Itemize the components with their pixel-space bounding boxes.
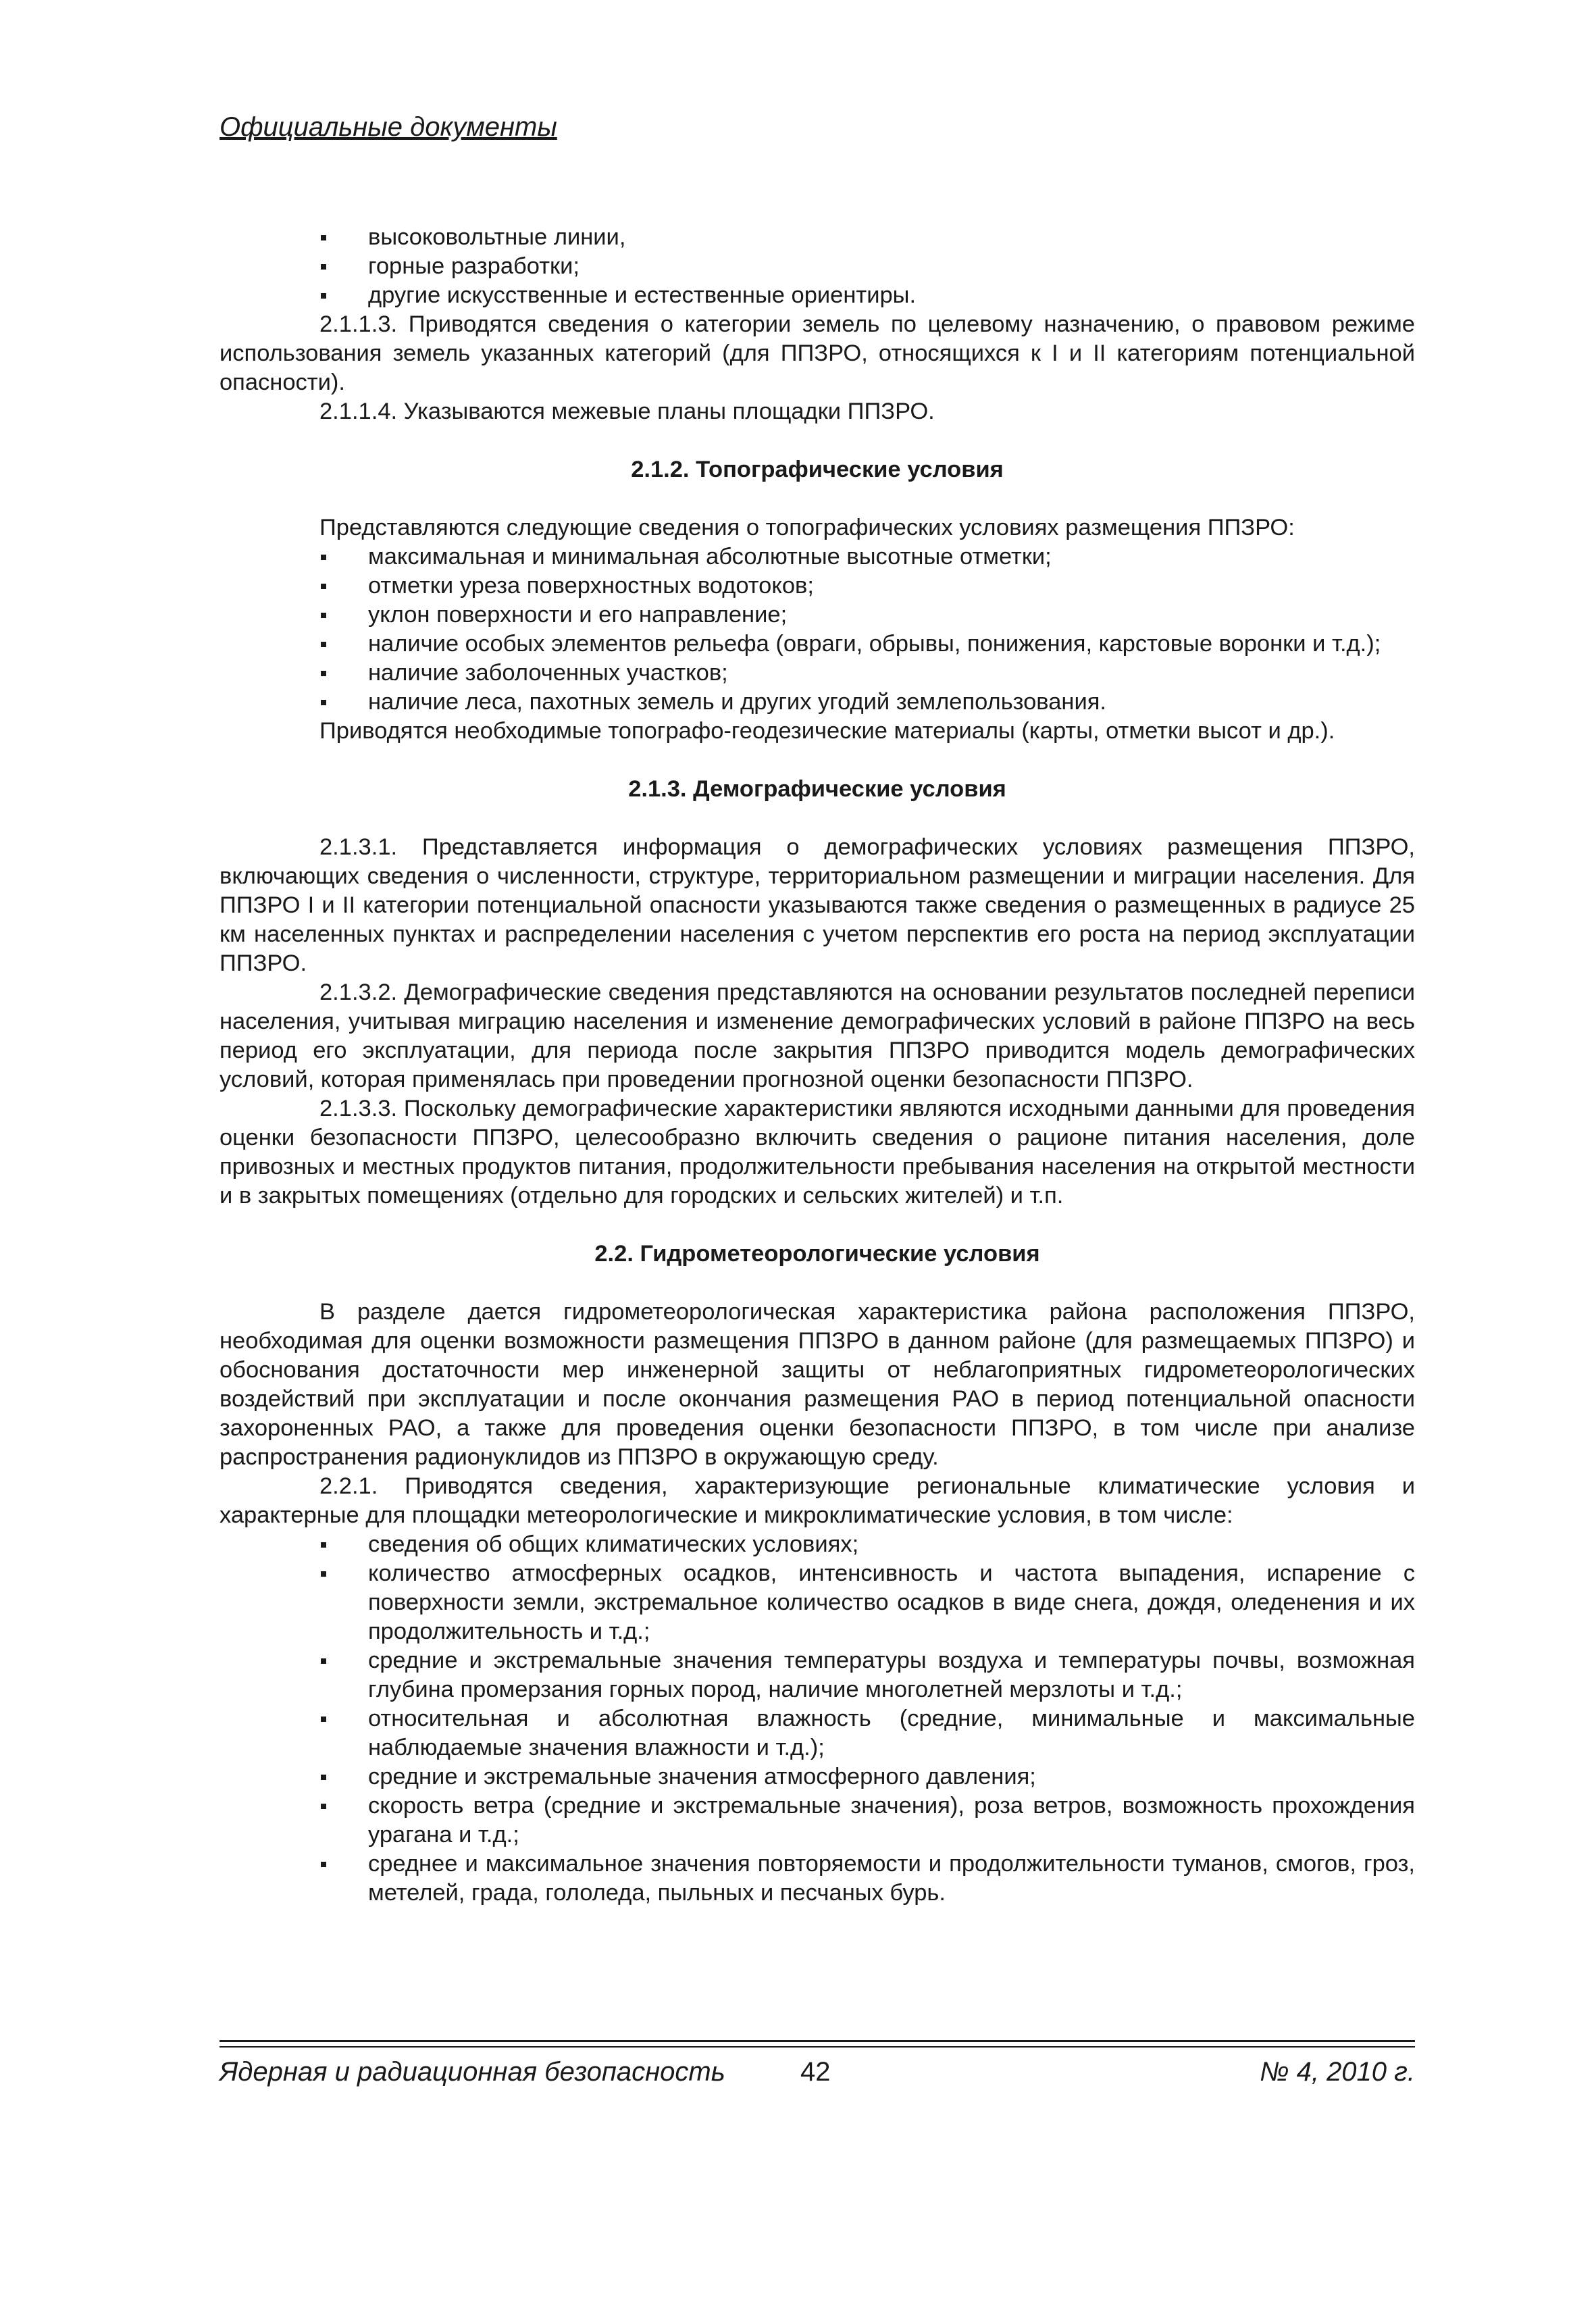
list-item: высоковольтные линии, bbox=[220, 223, 1415, 252]
bullet-list bbox=[220, 542, 1415, 717]
list-item: уклон поверхности и его направление; bbox=[220, 601, 1415, 630]
paragraph: 2.1.1.4. Указываются межевые планы площадки ППЗРО. bbox=[319, 399, 935, 424]
list-item: наличие леса, пахотных земель и других угодий землепользования. bbox=[220, 688, 1415, 717]
list-item: относительная и абсолютная влажность (средние, минимальные и максимальные наблюдаемые значения влажности и т.д.); bbox=[220, 1704, 1415, 1762]
list-item: максимальная и минимальная абсолютные высотные отметки; bbox=[220, 542, 1415, 571]
running-header: Официальные документы bbox=[220, 112, 557, 142]
bullet-list bbox=[220, 1530, 1415, 1908]
bullet-list bbox=[220, 223, 1415, 310]
list-item: наличие особых элементов рельефа (овраги, обрывы, понижения, карстовые воронки и т.д.); bbox=[220, 630, 1415, 659]
list-item: сведения об общих климатических условиях; bbox=[220, 1530, 1415, 1559]
section-heading: 2.1.2. Топографические условия bbox=[631, 457, 1004, 482]
paragraph: 2.1.1.3. Приводятся сведения о категории земель по целевому назначению, о правовом режиме использования земель указанных категорий (для ППЗРО, относящихся к I и II категориям потенциальной опасности). bbox=[220, 311, 1415, 395]
list-item: скорость ветра (средние и экстремальные значения), роза ветров, возможность прохождения урагана и т.д.; bbox=[220, 1791, 1415, 1850]
paragraph: 2.2.1. Приводятся сведения, характеризующие региональные климатические условия и характерные для площадки метеорологические и микроклиматические условия, в том числе: bbox=[220, 1473, 1415, 1528]
list-item: средние и экстремальные значения температуры воздуха и температуры почвы, возможная глубина промерзания горных пород, наличие многолетней мерзлоты и т.д.; bbox=[220, 1646, 1415, 1704]
section-heading: 2.1.3. Демографические условия bbox=[628, 776, 1006, 802]
footer-issue: № 4, 2010 г. bbox=[1260, 2057, 1415, 2087]
list-item: горные разработки; bbox=[220, 252, 1415, 281]
paragraph: 2.1.3.3. Поскольку демографические характеристики являются исходными данными для проведения оценки безопасности ППЗРО, целесообразно включить сведения о рационе питания населения, доле привозных и местных продуктов питания, продолжительности пребывания населения на открытой местности и в закрытых помещениях (отдельно для городских и сельских жителей) и т.п. bbox=[220, 1096, 1415, 1209]
list-item: наличие заболоченных участков; bbox=[220, 659, 1415, 688]
list-item: другие искусственные и естественные ориентиры. bbox=[220, 281, 1415, 310]
paragraph: В разделе дается гидрометеорологическая характеристика района расположения ППЗРО, необходимая для оценки возможности размещения ППЗРО в данном районе (для размещаемых ППЗРО) и обоснования достаточности мер инженерной защиты от неблагоприятных гидрометеорологических воздействий при эксплуатации и после окончания размещения РАО в период потенциальной опасности захороненных РАО, а также для проведения оценки безопасности ППЗРО, в том числе при анализе распространения радионуклидов из ППЗРО в окружающую среду. bbox=[220, 1299, 1415, 1470]
list-item: среднее и максимальное значения повторяемости и продолжительности туманов, смогов, гроз, метелей, града, гололеда, пыльных и песчаных бурь. bbox=[220, 1850, 1415, 1908]
footer-journal-title: Ядерная и радиационная безопасность bbox=[220, 2057, 725, 2087]
list-item: отметки уреза поверхностных водотоков; bbox=[220, 571, 1415, 601]
paragraph: 2.1.3.2. Демографические сведения представляются на основании результатов последней переписи населения, учитывая миграцию населения и изменение демографических условий в районе ППЗРО на весь период его эксплуатации, для периода после закрытия ППЗРО приводится модель демографических условий, которая применялась при проведении прогнозной оценки безопасности ППЗРО. bbox=[220, 980, 1415, 1092]
footer-rule bbox=[220, 2040, 1415, 2048]
page-footer bbox=[220, 2057, 1415, 2095]
paragraph: 2.1.3.1. Представляется информация о демографических условиях размещения ППЗРО, включающих сведения о численности, структуре, территориальном размещении и миграции населения. Для ППЗРО I и II категории потенциальной опасности указываются также сведения о размещенных в радиусе 25 км населенных пунктах и распределении населения с учетом перспектив его роста на период эксплуатации ППЗРО. bbox=[220, 834, 1415, 976]
list-item: средние и экстремальные значения атмосферного давления; bbox=[220, 1762, 1415, 1791]
section-heading: 2.2. Гидрометеорологические условия bbox=[594, 1241, 1040, 1267]
paragraph: Представляются следующие сведения о топографических условиях размещения ППЗРО: bbox=[319, 515, 1295, 540]
body-text bbox=[220, 223, 1415, 1908]
page-number: 42 bbox=[800, 2057, 831, 2087]
paragraph: Приводятся необходимые топографо-геодезические материалы (карты, отметки высот и др.). bbox=[319, 718, 1335, 744]
list-item: количество атмосферных осадков, интенсивность и частота выпадения, испарение с поверхности земли, экстремальное количество осадков в виде снега, дождя, оледенения и их продолжительность и т.д.; bbox=[220, 1559, 1415, 1646]
